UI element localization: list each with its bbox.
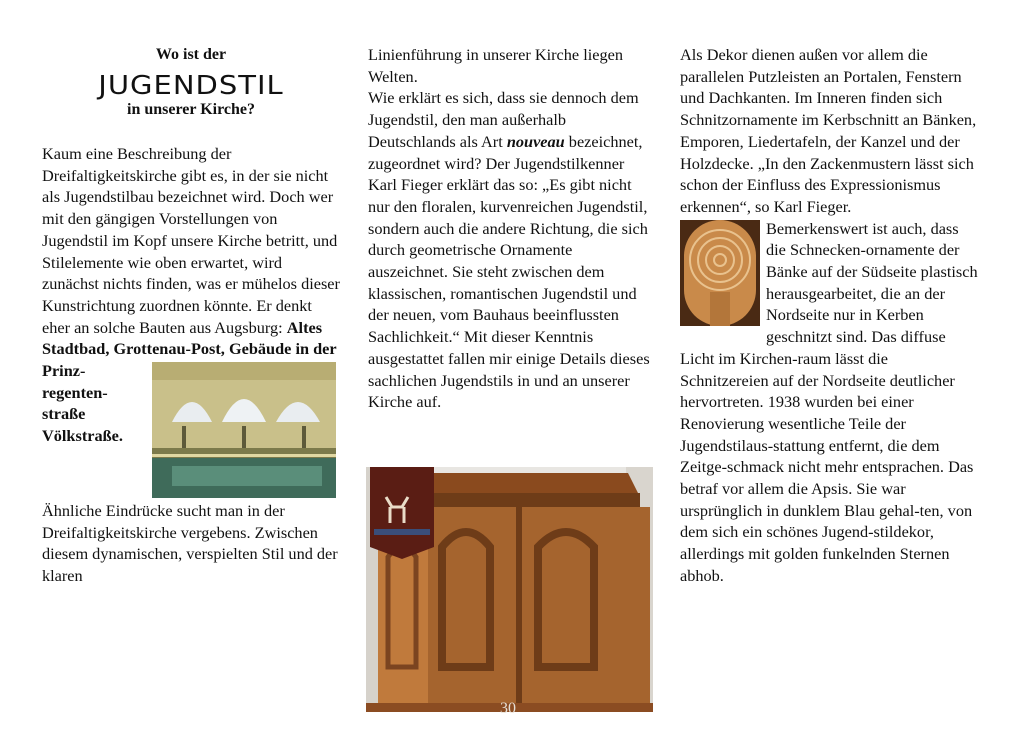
intro-text: Kaum eine Beschreibung der Dreifaltigkeitskirche gibt es, in der sie nicht als Jugendstilbau bezeichnet wird. Doch wer mit den gängigen Vorstellungen von Jugendstil im Kopf unsere Kirche betritt, und Stilelemente wie oben erwartet, wird zunächst nichts finden, was er mühelos dieser Kunstrichtung zuordnen könnte. Er denkt eher an solche Bauten aus Augsburg: — [42, 144, 340, 337]
stadtbad-photo — [152, 362, 336, 498]
heading-line3: in unserer Kirche? — [127, 101, 255, 118]
col2-nouveau: nouveau — [506, 131, 565, 151]
bold-places: Altes Stadtbad, Grottenau-Post, Gebäude in der — [42, 317, 337, 359]
col2-p2 — [368, 87, 653, 413]
page-number: 30 — [500, 700, 516, 717]
bold-prinz: Prinz- — [42, 361, 86, 381]
bold-street-lines — [42, 360, 123, 447]
bold-voelk: Völkstraße. — [42, 426, 123, 446]
col3-p2: Bemerkenswert ist auch, dass die Schnecken-ornamente der Bänke auf der Südseite plastisch herausgearbeitet, die an der Nordseite nur in Kerben geschnitzt sind. Das diffuse Licht im Kirchen-raum lässt die Schnitzereien auf der Nordseite deutlicher hervortreten. 1938 wurden bei einer Renovierung wesentliche Teile der Jugendstilaus-stattung entfernt, die dem Zeitge-schmack nicht mehr entsprachen. Das betraf vor allem die Apsis. Sie war ursprünglich in dunklem Blau gehal-ten, von dem sich ein schönes Jugend-stildekor, allerdings mit golden funkelnden Sternen abhob. — [680, 218, 978, 585]
heading-line1: Wo ist der — [155, 46, 227, 63]
col2-p2a: Wie erklärt es sich, dass sie dennoch dem Jugendstil, den man außerhalb Deutschlands als Art — [368, 88, 639, 151]
column-1 — [42, 44, 340, 587]
column-2 — [368, 44, 653, 413]
photo-block — [42, 360, 340, 500]
intro-paragraph — [42, 143, 340, 360]
bold-strasse: straße — [42, 404, 86, 424]
snail-ornament-photo — [680, 220, 760, 326]
pulpit-photo — [366, 467, 653, 712]
col3-p1: Als Dekor dienen außen vor allem die parallelen Putzleisten an Portalen, Fenstern und Dachkanten. Im Inneren finden sich Schnitzornamente im Kerbschnitt an Bänken, Emporen, Liedertafeln, der Kanzel und der Holzdecke. „In den Zackenmustern lässt sich schon der Einfluss des Expressionismus erkennen“, so Karl Fieger. — [680, 45, 977, 216]
col2-p1: Linienführung in unserer Kirche liegen Welten. — [368, 45, 623, 86]
col2-p2c: bezeichnet, zugeordnet wird? Der Jugendstilkenner Karl Fieger erklärt das so: „Es gibt nicht nur den floralen, kurvenreichen Jugendstil, sondern auch die andere Richtung, die sich durch geometrische Ornamente auszeichnet. Sie steht zwischen dem klassischen, romantischen Jugendstil und der neuen, vom Bauhaus beeinflussten Sachlichkeit.“ Mit dieser Kenntnis ausgestattet fallen mir einige Details dieses sachlichen Jugendstils in und an unserer Kirche auf. — [368, 131, 650, 412]
after-paragraph: Ähnliche Eindrücke sucht man in der Dreifaltigkeitskirche vergebens. Zwischen diesem dynamischen, verspielten Stil und der klaren — [42, 501, 338, 586]
heading-title: JUGENDSTIL — [98, 70, 284, 100]
bold-regenten: regenten- — [42, 382, 108, 402]
column-3 — [680, 44, 980, 587]
